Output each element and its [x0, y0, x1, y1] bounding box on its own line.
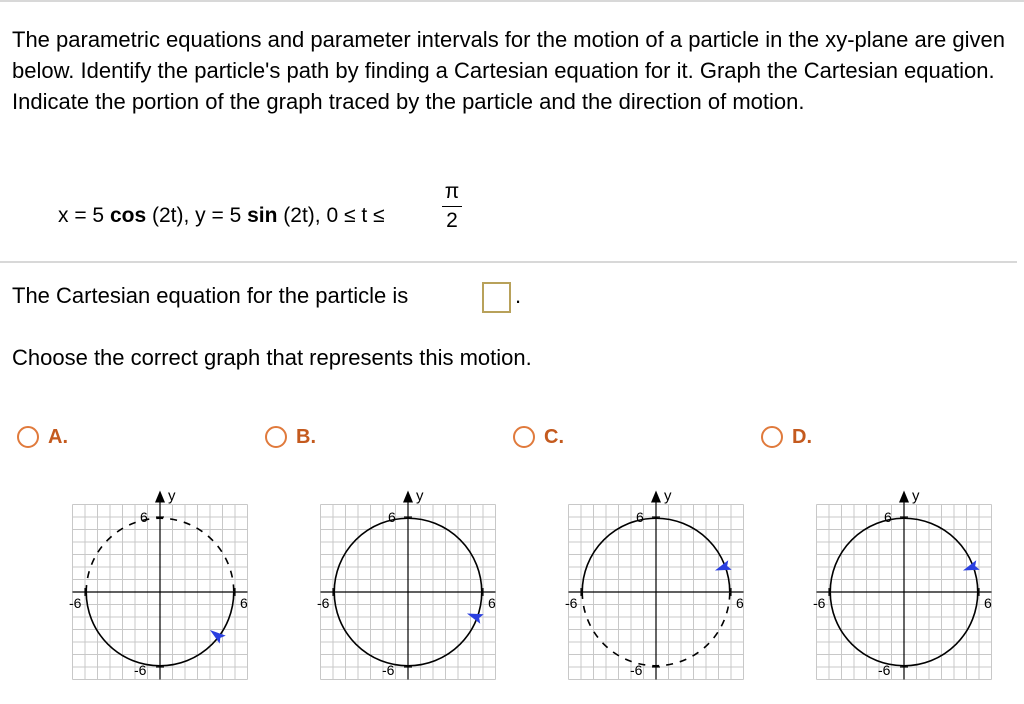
option-a-radio[interactable]: [17, 426, 39, 448]
bottom-tick-label: -6: [878, 662, 891, 678]
y-axis-label: y: [664, 487, 672, 505]
right-tick-label: 6: [488, 595, 496, 611]
prompt-period: .: [515, 283, 522, 308]
graph-d: [804, 462, 1004, 692]
bottom-tick-label: -6: [630, 662, 643, 678]
option-d-label: D.: [792, 425, 812, 448]
graph-b: [308, 462, 508, 692]
top-tick-label: 6: [388, 509, 396, 525]
bottom-tick-label: -6: [382, 662, 395, 678]
fraction-denominator: 2: [446, 209, 458, 232]
option-c[interactable]: [513, 423, 564, 451]
fraction-numerator: π: [444, 180, 460, 203]
direction-arrow: [465, 609, 483, 624]
right-tick-label: 6: [240, 595, 248, 611]
fraction-bar: [442, 206, 462, 207]
y-axis-label: y: [416, 487, 424, 505]
y-axis-arrow: [155, 491, 165, 503]
cartesian-prompt: The Cartesian equation for the particle is: [12, 283, 409, 308]
y-axis-arrow: [651, 491, 661, 503]
top-tick-label: 6: [636, 509, 644, 525]
question-intro: The parametric equations and parameter intervals for the motion of a particle in the xy-plane are given below. Identify the particle's path by finding a Cartesian equation for it. Graph the Cartesian equation. Indicate the portion of the graph traced by the particle and the direction of motion.: [12, 27, 1005, 114]
right-tick-label: 6: [736, 595, 744, 611]
pi-over-2-fraction: [442, 180, 462, 233]
equation-text: [58, 204, 385, 228]
option-b-label: B.: [296, 425, 316, 448]
y-axis-arrow: [403, 491, 413, 503]
graph-c: [556, 462, 756, 692]
option-a[interactable]: [17, 423, 68, 451]
eq-sin: sin: [247, 204, 278, 227]
y-axis-arrow: [899, 491, 909, 503]
top-divider: [0, 0, 1024, 2]
top-tick-label: 6: [140, 509, 148, 525]
y-axis-label: y: [912, 487, 920, 505]
graph-a: [60, 462, 260, 692]
option-b-radio[interactable]: [265, 426, 287, 448]
left-tick-label: -6: [69, 595, 82, 611]
top-tick-label: 6: [884, 509, 892, 525]
y-axis-label: y: [168, 487, 176, 505]
option-d[interactable]: [761, 423, 812, 451]
option-c-label: C.: [544, 425, 564, 448]
left-tick-label: -6: [813, 595, 826, 611]
eq-x-lhs: x = 5: [58, 204, 110, 227]
option-c-radio[interactable]: [513, 426, 535, 448]
eq-x-arg: (2t), y = 5: [146, 204, 248, 227]
direction-arrow: [713, 560, 731, 575]
right-tick-label: 6: [984, 595, 992, 611]
bottom-tick-label: -6: [134, 662, 147, 678]
direction-arrow: [961, 560, 979, 575]
eq-y-arg: (2t), 0 ≤ t ≤: [277, 204, 385, 227]
eq-cos: cos: [109, 204, 147, 227]
cartesian-equation-input[interactable]: [482, 282, 511, 313]
left-tick-label: -6: [317, 595, 330, 611]
option-b[interactable]: [265, 423, 316, 451]
option-a-label: A.: [48, 425, 68, 448]
section-divider: [0, 261, 1017, 263]
left-tick-label: -6: [565, 595, 578, 611]
graph-prompt: Choose the correct graph that represents this motion.: [12, 345, 532, 370]
option-d-radio[interactable]: [761, 426, 783, 448]
